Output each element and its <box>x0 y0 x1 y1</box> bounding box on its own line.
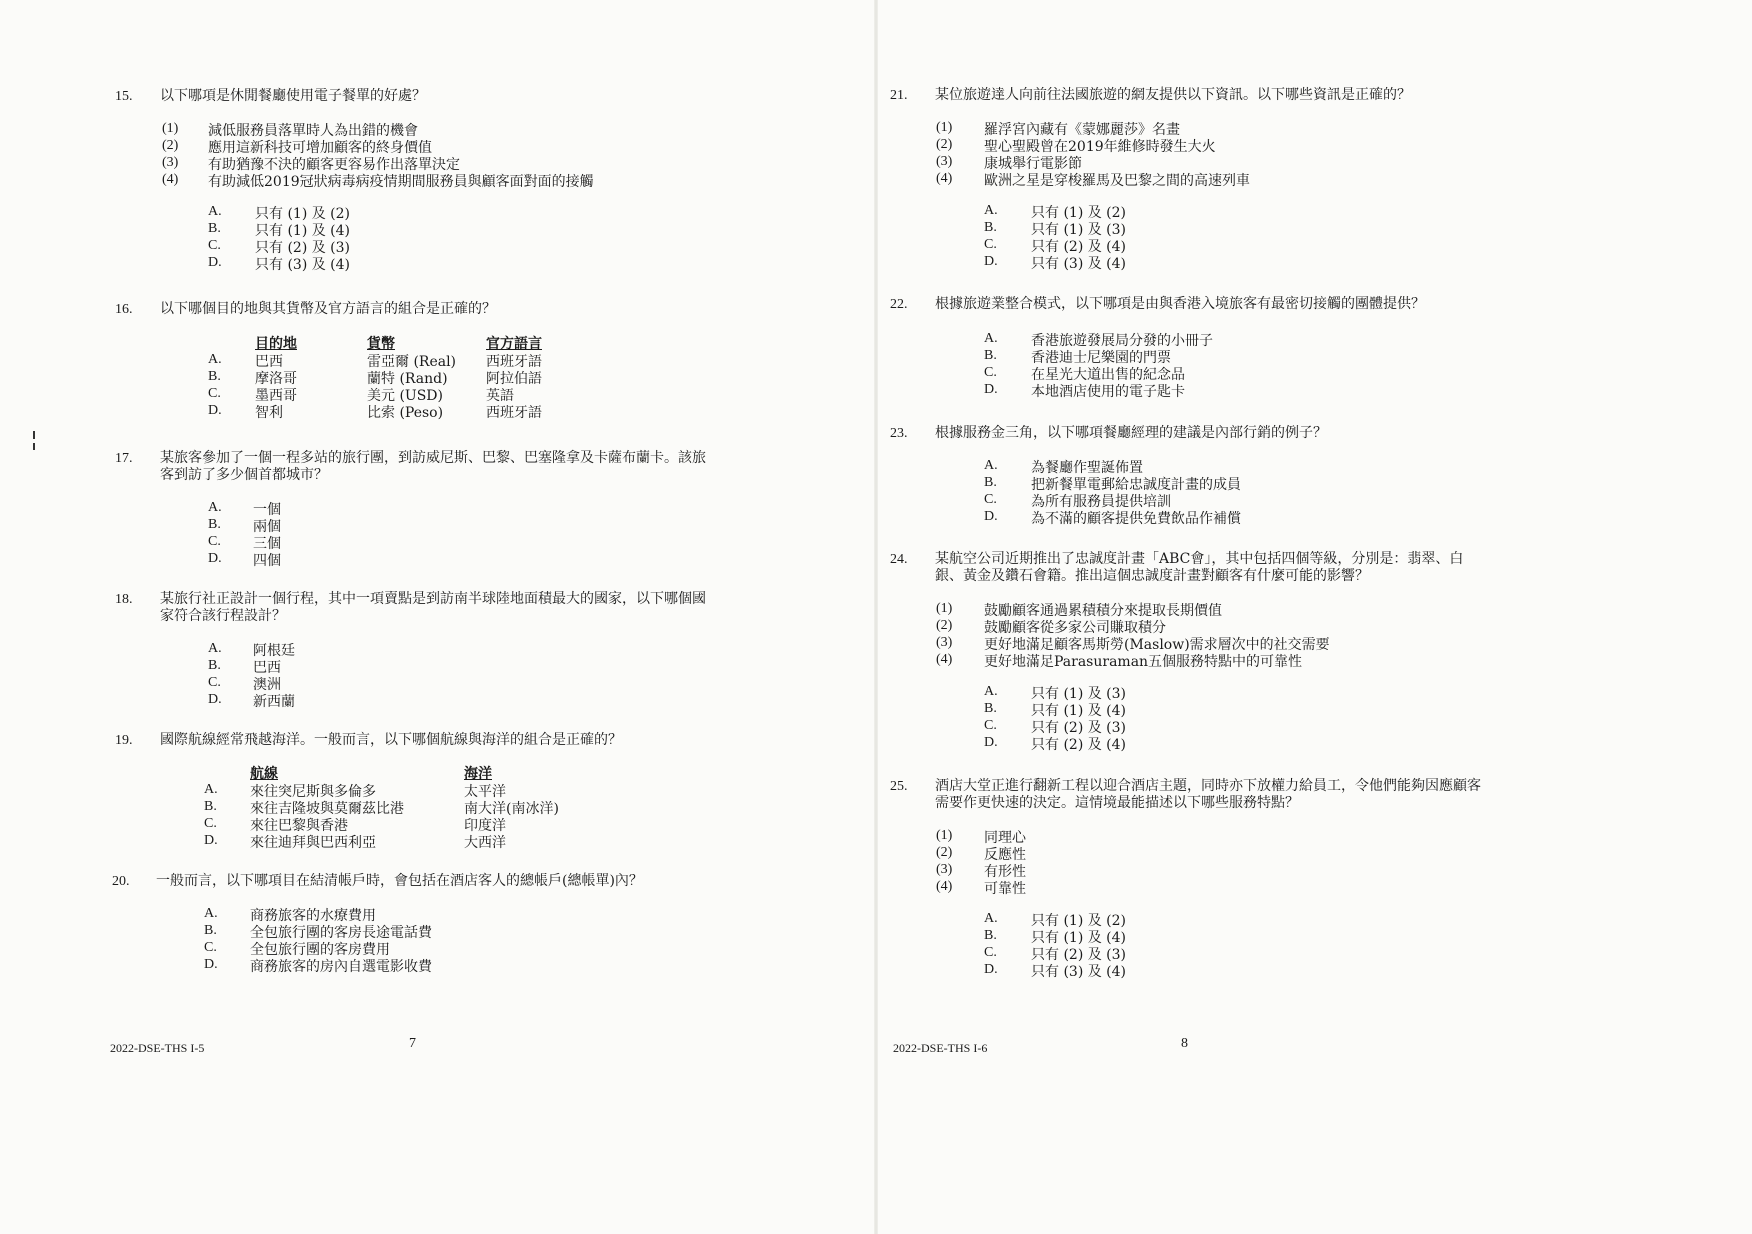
option-label: B. <box>208 517 221 532</box>
option-text: 三個 <box>253 536 281 552</box>
table-cell: 阿拉伯語 <box>486 371 542 387</box>
option-label: C. <box>984 718 997 733</box>
option-label: B. <box>204 923 217 938</box>
table-cell: 雷亞爾 (Real) <box>367 354 457 370</box>
option-label: A. <box>984 203 998 218</box>
option-label: B. <box>208 658 221 673</box>
option-label: C. <box>204 940 217 955</box>
question-stem-line: 某旅行社正設計一個行程，其中一項賣點是到訪南半球陸地面積最大的國家，以下哪個國 <box>160 591 706 607</box>
option-text: 商務旅客的房內自選電影收費 <box>250 959 432 975</box>
option-text: 只有 (3) 及 (4) <box>255 257 351 273</box>
question-number: 22. <box>890 297 908 312</box>
option-label: A. <box>984 331 998 346</box>
option-text: 巴西 <box>253 660 281 676</box>
option-label: B. <box>208 369 221 384</box>
question-stem-line: 銀、黃金及鑽石會籍。推出這個忠誠度計畫對顧客有什麼可能的影響？ <box>935 568 1369 584</box>
table-header: 目的地 <box>255 336 297 352</box>
statement-label: (1) <box>936 828 953 843</box>
table-header: 官方語言 <box>486 336 542 352</box>
table-cell: 巴西 <box>255 354 283 370</box>
question-number: 20. <box>112 874 130 889</box>
option-text: 只有 (2) 及 (3) <box>1031 947 1127 963</box>
question-stem-line: 需要作更快速的決定。這情境最能描述以下哪些服務特點？ <box>935 795 1299 811</box>
option-text: 阿根廷 <box>253 643 295 659</box>
option-label: C. <box>204 816 217 831</box>
statement-text: 更好地滿足顧客馬斯勞(Maslow)需求層次中的社交需要 <box>984 637 1330 653</box>
option-text: 只有 (1) 及 (2) <box>255 206 351 222</box>
question-number: 21. <box>890 88 908 103</box>
table-cell: 來往吉隆坡與莫爾茲比港 <box>250 801 404 817</box>
statement-text: 減低服務員落單時人為出錯的機會 <box>208 123 418 139</box>
page-number: 7 <box>409 1036 416 1051</box>
option-text: 只有 (3) 及 (4) <box>1031 964 1127 980</box>
question-number: 23. <box>890 426 908 441</box>
option-label: C. <box>984 492 997 507</box>
option-label: D. <box>208 692 222 707</box>
statement-label: (2) <box>936 845 953 860</box>
question-stem-line: 酒店大堂正進行翻新工程以迎合酒店主題，同時亦下放權力給員工，令他們能夠因應顧客 <box>935 778 1481 794</box>
question-stem-line: 家符合該行程設計？ <box>160 608 286 624</box>
option-label: C. <box>984 945 997 960</box>
option-text: 兩個 <box>253 519 281 535</box>
option-text: 全包旅行團的客房費用 <box>250 942 390 958</box>
option-label: C. <box>984 237 997 252</box>
option-text: 為所有服務員提供培訓 <box>1031 494 1171 510</box>
statement-text: 有形性 <box>984 864 1026 880</box>
option-text: 只有 (2) 及 (4) <box>1031 239 1127 255</box>
table-cell: 西班牙語 <box>486 405 542 421</box>
option-label: B. <box>984 348 997 363</box>
option-label: D. <box>984 962 998 977</box>
paper-code: 2022-DSE-THS I-5 <box>110 1041 205 1055</box>
option-text: 香港迪士尼樂園的門票 <box>1031 350 1171 366</box>
option-label: A. <box>204 782 218 797</box>
statement-label: (2) <box>936 137 953 152</box>
statement-text: 應用這新科技可增加顧客的終身價值 <box>208 140 432 156</box>
option-text: 只有 (3) 及 (4) <box>1031 256 1127 272</box>
question-stem-line: 某旅客參加了一個一程多站的旅行團，到訪威尼斯、巴黎、巴塞隆拿及卡薩布蘭卡。該旅 <box>160 450 706 466</box>
option-text: 只有 (1) 及 (4) <box>1031 930 1127 946</box>
option-label: D. <box>984 735 998 750</box>
statement-label: (3) <box>936 862 953 877</box>
question-number: 15. <box>115 89 133 104</box>
option-label: D. <box>204 833 218 848</box>
statement-label: (4) <box>936 652 953 667</box>
page-number: 8 <box>1181 1036 1188 1051</box>
option-text: 只有 (1) 及 (4) <box>255 223 351 239</box>
table-cell: 大西洋 <box>464 835 506 851</box>
statement-label: (4) <box>936 879 953 894</box>
statement-text: 有助猶豫不決的顧客更容易作出落單決定 <box>208 157 460 173</box>
scan-mark <box>33 443 35 450</box>
table-header: 海洋 <box>464 766 492 782</box>
option-label: A. <box>984 684 998 699</box>
option-text: 香港旅遊發展局分發的小冊子 <box>1031 333 1213 349</box>
option-text: 只有 (2) 及 (4) <box>1031 737 1127 753</box>
option-label: A. <box>208 204 222 219</box>
option-label: D. <box>208 551 222 566</box>
option-label: D. <box>984 382 998 397</box>
question-stem-line: 客到訪了多少個首都城市？ <box>160 467 328 483</box>
statement-text: 歐洲之星是穿梭羅馬及巴黎之間的高速列車 <box>984 173 1250 189</box>
table-cell: 印度洋 <box>464 818 506 834</box>
question-number: 24. <box>890 552 908 567</box>
option-text: 一個 <box>253 502 281 518</box>
option-text: 只有 (2) 及 (3) <box>255 240 351 256</box>
option-label: D. <box>204 957 218 972</box>
statement-label: (2) <box>936 618 953 633</box>
right-exam-page <box>876 0 1752 1234</box>
table-cell: 太平洋 <box>464 784 506 800</box>
question-number: 17. <box>115 451 133 466</box>
table-cell: 來往巴黎與香港 <box>250 818 348 834</box>
option-label: B. <box>984 701 997 716</box>
option-label: D. <box>984 254 998 269</box>
option-label: C. <box>208 238 221 253</box>
table-header: 航線 <box>250 766 278 782</box>
option-text: 只有 (1) 及 (2) <box>1031 205 1127 221</box>
statement-label: (4) <box>162 172 179 187</box>
question-number: 16. <box>115 302 133 317</box>
question-stem-line: 某航空公司近期推出了忠誠度計畫「ABC會」，其中包括四個等級，分別是：翡翠、白 <box>935 551 1464 567</box>
table-cell: 墨西哥 <box>255 388 297 404</box>
option-label: A. <box>208 641 222 656</box>
statement-text: 鼓勵顧客通過累積積分來提取長期價值 <box>984 603 1222 619</box>
option-text: 只有 (1) 及 (3) <box>1031 686 1127 702</box>
option-label: A. <box>984 911 998 926</box>
option-text: 本地酒店使用的電子匙卡 <box>1031 384 1185 400</box>
table-cell: 來往迪拜與巴西利亞 <box>250 835 376 851</box>
option-label: C. <box>208 534 221 549</box>
statement-label: (1) <box>936 601 953 616</box>
scan-mark <box>33 431 35 439</box>
statement-text: 可靠性 <box>984 881 1026 897</box>
statement-label: (3) <box>936 154 953 169</box>
table-cell: 美元 (USD) <box>367 388 443 404</box>
question-stem: 以下哪個目的地與其貨幣及官方語言的組合是正確的？ <box>160 301 496 317</box>
statement-label: (2) <box>162 138 179 153</box>
option-text: 新西蘭 <box>253 694 295 710</box>
statement-text: 反應性 <box>984 847 1026 863</box>
option-label: B. <box>984 220 997 235</box>
option-label: B. <box>204 799 217 814</box>
option-text: 澳洲 <box>253 677 281 693</box>
statement-label: (3) <box>936 635 953 650</box>
option-text: 只有 (2) 及 (3) <box>1031 720 1127 736</box>
option-text: 只有 (1) 及 (3) <box>1031 222 1127 238</box>
statement-label: (1) <box>162 121 179 136</box>
question-stem: 根據服務金三角，以下哪項餐廳經理的建議是內部行銷的例子？ <box>935 425 1327 441</box>
table-header: 貨幣 <box>367 336 395 352</box>
option-label: A. <box>208 352 222 367</box>
option-label: D. <box>208 255 222 270</box>
option-label: C. <box>984 365 997 380</box>
table-cell: 南大洋(南冰洋) <box>464 801 559 817</box>
question-stem: 國際航線經常飛越海洋。一般而言，以下哪個航線與海洋的組合是正確的？ <box>160 732 622 748</box>
option-text: 在星光大道出售的紀念品 <box>1031 367 1185 383</box>
option-text: 為餐廳作聖誕佈置 <box>1031 460 1143 476</box>
option-text: 商務旅客的水療費用 <box>250 908 376 924</box>
statement-label: (4) <box>936 171 953 186</box>
option-label: D. <box>984 509 998 524</box>
statement-text: 聖心聖殿曾在2019年維修時發生大火 <box>984 139 1216 155</box>
statement-text: 康城舉行電影節 <box>984 156 1082 172</box>
option-text: 把新餐單電郵給忠誠度計畫的成員 <box>1031 477 1241 493</box>
option-label: D. <box>208 403 222 418</box>
option-text: 只有 (1) 及 (4) <box>1031 703 1127 719</box>
paper-code: 2022-DSE-THS I-6 <box>893 1041 988 1055</box>
option-label: B. <box>984 475 997 490</box>
option-label: B. <box>208 221 221 236</box>
question-number: 25. <box>890 779 908 794</box>
option-label: C. <box>208 675 221 690</box>
option-text: 四個 <box>253 553 281 569</box>
table-cell: 西班牙語 <box>486 354 542 370</box>
option-label: A. <box>984 458 998 473</box>
statement-text: 羅浮宮內藏有《蒙娜麗莎》名畫 <box>984 122 1180 138</box>
option-label: A. <box>208 500 222 515</box>
question-stem: 根據旅遊業整合模式，以下哪項是由與香港入境旅客有最密切接觸的團體提供？ <box>935 296 1425 312</box>
option-text: 為不滿的顧客提供免費飲品作補償 <box>1031 511 1241 527</box>
statement-label: (1) <box>936 120 953 135</box>
question-stem: 某位旅遊達人向前往法國旅遊的網友提供以下資訊。以下哪些資訊是正確的？ <box>935 87 1411 103</box>
question-stem: 以下哪項是休閒餐廳使用電子餐單的好處？ <box>160 88 426 104</box>
table-cell: 蘭特 (Rand) <box>367 371 448 387</box>
statement-text: 同理心 <box>984 830 1026 846</box>
option-label: C. <box>208 386 221 401</box>
table-cell: 比索 (Peso) <box>367 405 444 421</box>
question-number: 19. <box>115 733 133 748</box>
table-cell: 智利 <box>255 405 283 421</box>
option-label: A. <box>204 906 218 921</box>
option-text: 全包旅行團的客房長途電話費 <box>250 925 432 941</box>
statement-label: (3) <box>162 155 179 170</box>
option-label: B. <box>984 928 997 943</box>
statement-text: 更好地滿足Parasuraman五個服務特點中的可靠性 <box>984 654 1303 670</box>
question-number: 18. <box>115 592 133 607</box>
table-cell: 英語 <box>486 388 514 404</box>
question-stem: 一般而言，以下哪項目在結清帳戶時，會包括在酒店客人的總帳戶(總帳單)內？ <box>156 873 643 889</box>
statement-text: 有助減低2019冠狀病毒病疫情期間服務員與顧客面對面的接觸 <box>208 174 594 190</box>
table-cell: 摩洛哥 <box>255 371 297 387</box>
statement-text: 鼓勵顧客從多家公司賺取積分 <box>984 620 1166 636</box>
option-text: 只有 (1) 及 (2) <box>1031 913 1127 929</box>
table-cell: 來往突尼斯與多倫多 <box>250 784 376 800</box>
